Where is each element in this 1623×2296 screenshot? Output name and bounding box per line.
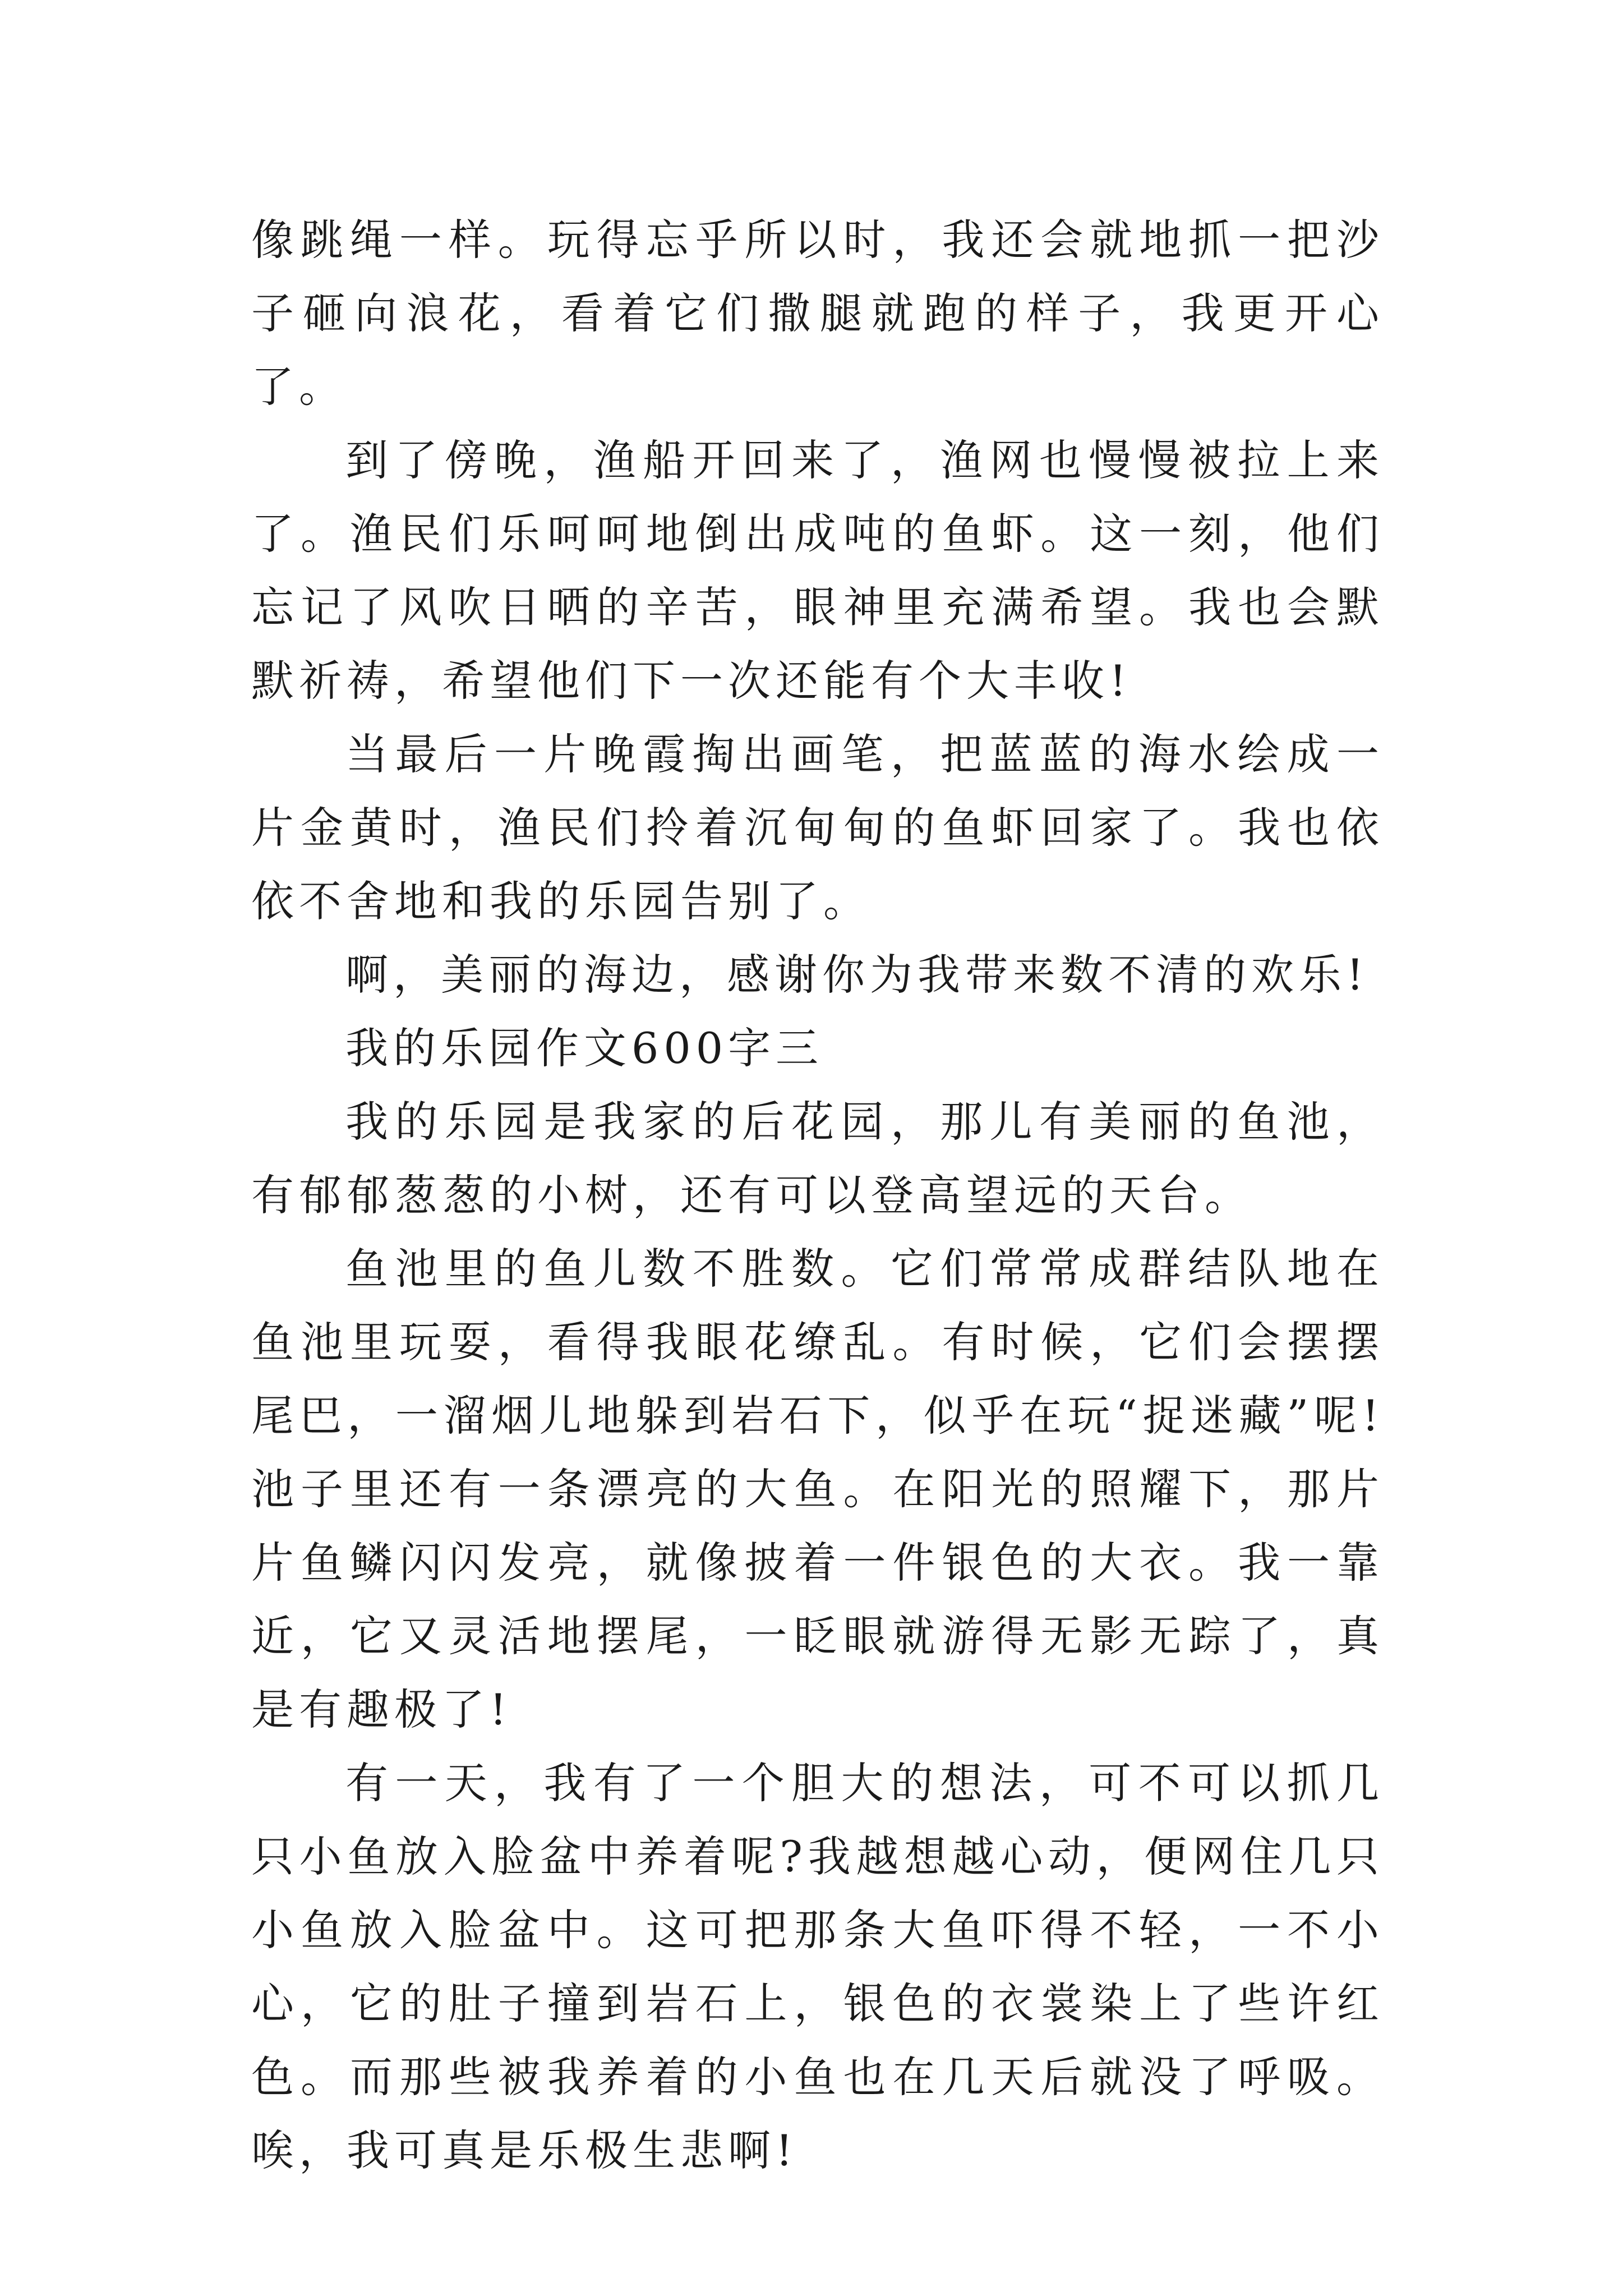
- article-body: [251, 203, 1384, 2187]
- paragraph-back-garden: 我的乐园是我家的后花园，那儿有美丽的鱼池，有郁郁葱葱的小树，还有可以登高望远的天台。: [251, 1097, 1384, 1220]
- paragraph-bold-idea: 有一天，我有了一个胆大的想法，可不可以抓几只小鱼放入脸盆中养着呢?我越想越心动，便网住几只小鱼放入脸盆中。这可把那条大鱼吓得不轻，一不小心，它的肚子撞到岩石上，银色的衣裳染上了些许红色。而那些被我养着的小鱼也在几天后就没了呼吸。唉，我可真是乐极生悲啊!: [251, 1758, 1384, 2175]
- paragraph-continuation: 像跳绳一样。玩得忘乎所以时，我还会就地抓一把沙子砸向浪花，看着它们撒腿就跑的样子，我更开心了。: [251, 215, 1384, 412]
- paragraph-thanks-seaside: 啊，美丽的海边，感谢你为我带来数不清的欢乐!: [345, 950, 1369, 1000]
- essay-title: 我的乐园作文600字三: [345, 1023, 824, 1073]
- paragraph-fish-pond: 鱼池里的鱼儿数不胜数。它们常常成群结队地在鱼池里玩耍，看得我眼花缭乱。有时候，它们会摆摆尾巴，一溜烟儿地躲到岩石下，似乎在玩“捉迷藏”呢!池子里还有一条漂亮的大鱼。在阳光的照耀下，那片片鱼鳞闪闪发亮，就像披着一件银色的大衣。我一靠近，它又灵活地摆尾，一眨眼就游得无影无踪了，真是有趣极了!: [251, 1244, 1384, 1734]
- paragraph-sunset-farewell: 当最后一片晚霞掏出画笔，把蓝蓝的海水绘成一片金黄时，渔民们拎着沉甸甸的鱼虾回家了。我也依依不舍地和我的乐园告别了。: [251, 729, 1384, 926]
- paragraph-evening-fishermen: 到了傍晚，渔船开回来了，渔网也慢慢被拉上来了。渔民们乐呵呵地倒出成吨的鱼虾。这一刻，他们忘记了风吹日晒的辛苦，眼神里充满希望。我也会默默祈祷，希望他们下一次还能有个大丰收!: [251, 435, 1384, 706]
